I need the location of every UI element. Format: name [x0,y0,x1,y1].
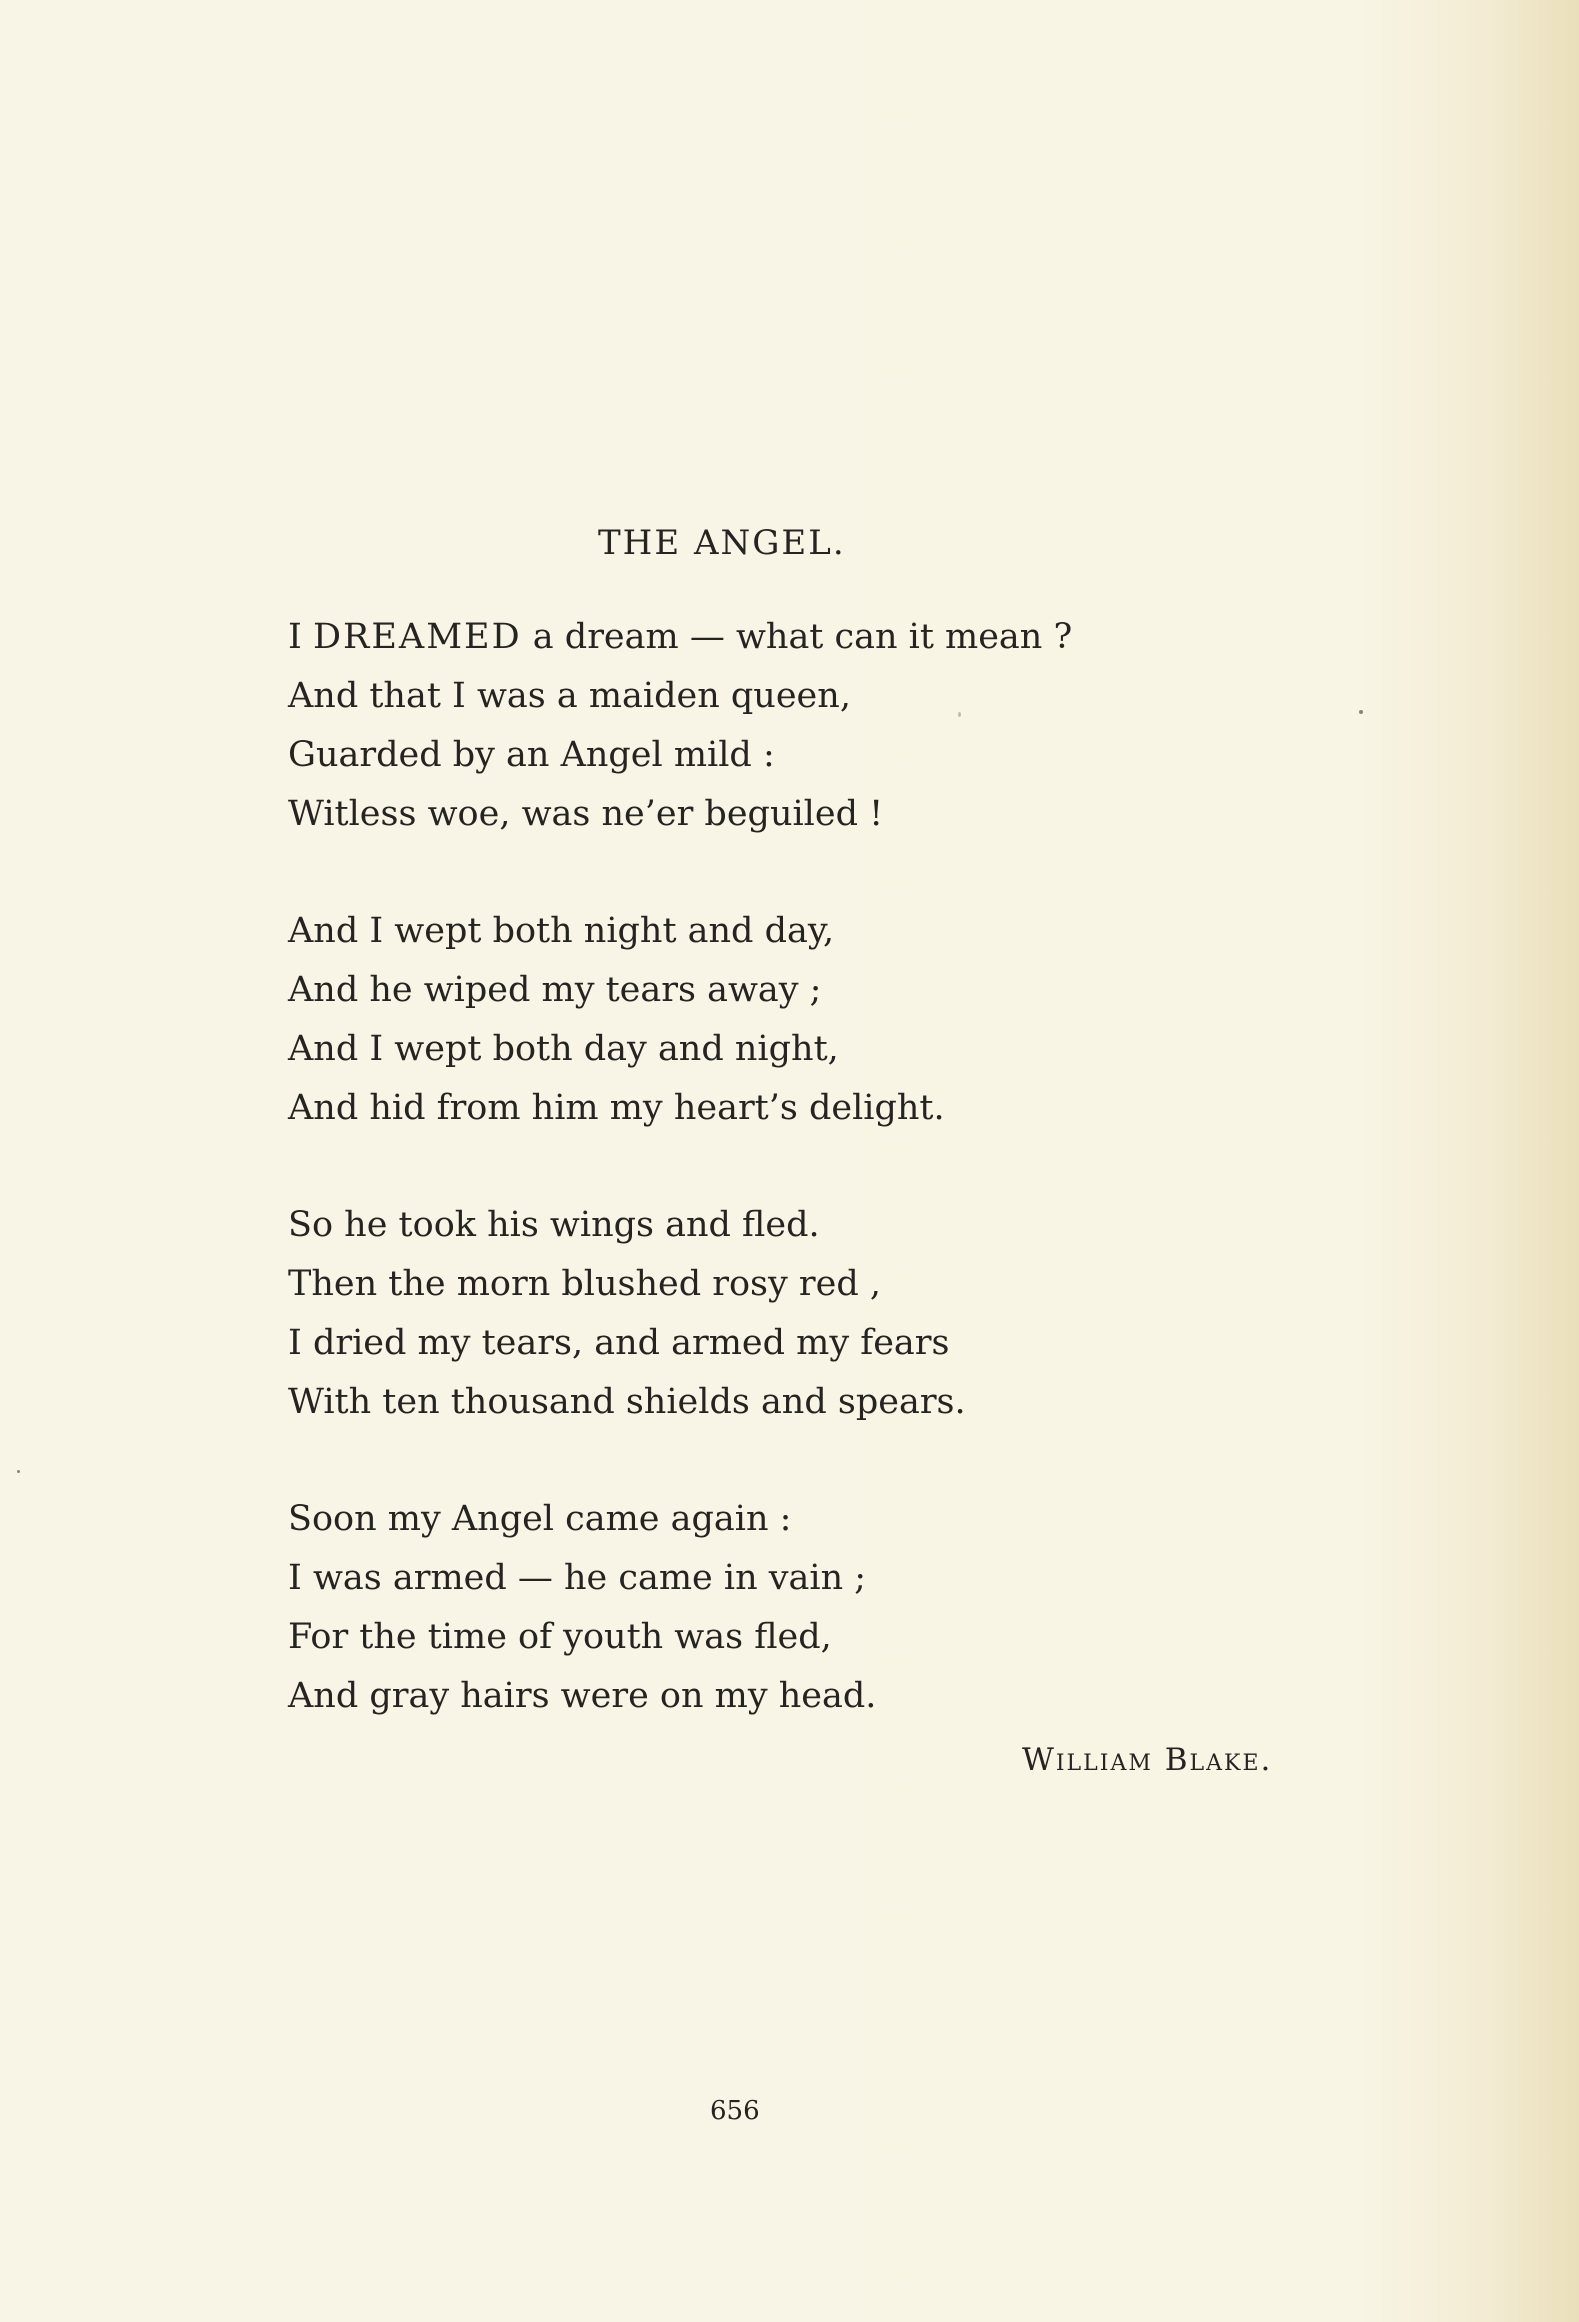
paper-speck [958,712,961,717]
poem-title: THE ANGEL. [598,523,846,563]
poem-line: So he took his wings and fled. [288,1205,820,1245]
line-text: a dream — what can it mean ? [532,617,1073,657]
poem-line: And he wiped my tears away ; [288,970,822,1010]
stanza-4 [288,1490,1338,1726]
poem-line: Guarded by an Angel mild : [288,735,775,775]
poem-line: With ten thousand shields and spears. [288,1382,966,1422]
poem-line: And I wept both day and night, [288,1029,839,1069]
paper-speck [17,1470,20,1473]
poem-line: And I wept both night and day, [288,911,835,951]
stanza-3 [288,1196,1338,1432]
poem-line: Soon my Angel came again : [288,1499,792,1539]
stanza-1 [288,608,1338,844]
poem-line: And gray hairs were on my head. [288,1676,877,1716]
poem-line: I was armed — he came in vain ; [288,1558,867,1598]
poem-line: For the time of youth was fled, [288,1617,832,1657]
author-attribution: William Blake. [1022,1742,1273,1778]
paper-speck [1359,710,1363,714]
poem-body [288,608,1338,1784]
drop-word: I [288,617,302,657]
poem-line: And hid from him my heart’s delight. [288,1088,945,1128]
poem-line [288,608,1338,667]
small-caps-word: DREAMED [312,617,522,657]
poem-line: I dried my tears, and armed my fears [288,1323,950,1363]
stanza-2 [288,902,1338,1138]
page-number: 656 [710,2096,760,2126]
poem-line: And that I was a maiden queen, [288,676,851,716]
poem-line: Witless woe, was ne’er beguiled ! [288,794,884,834]
poem-line: Then the morn blushed rosy red , [288,1264,882,1304]
